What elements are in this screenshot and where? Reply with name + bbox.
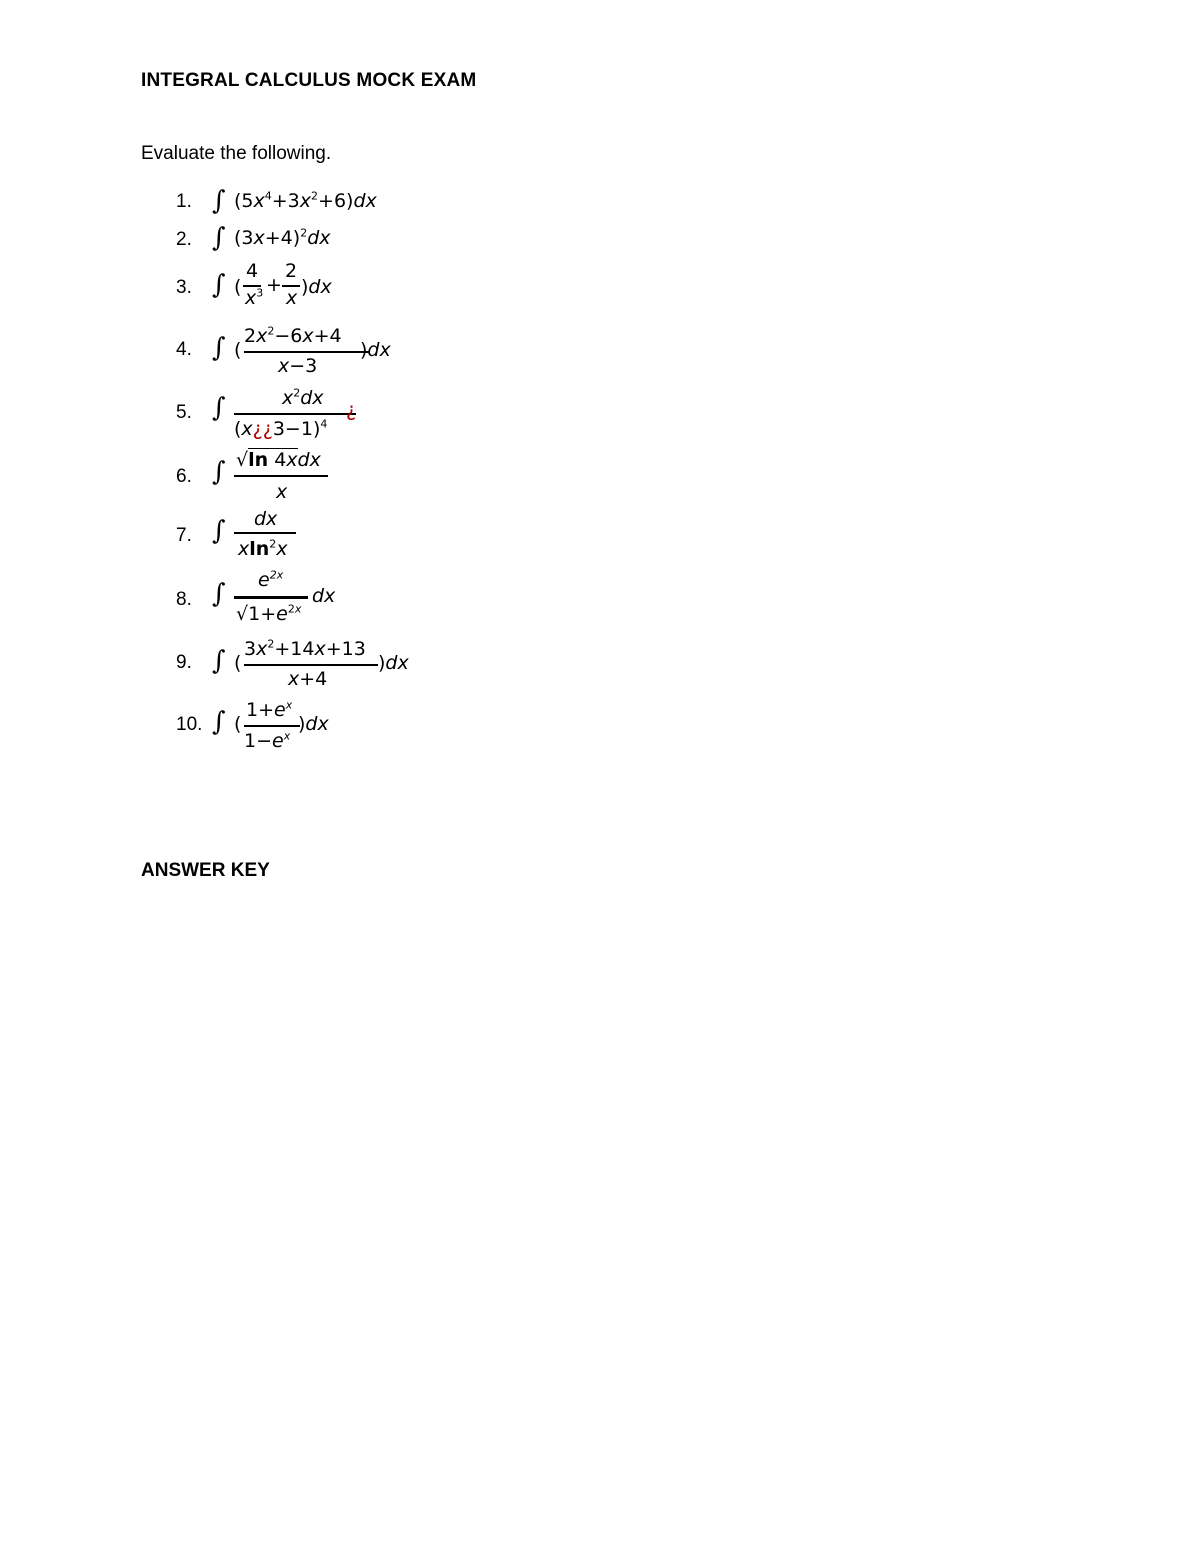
instruction-text: Evaluate the following. (141, 143, 332, 164)
document-title: INTEGRAL CALCULUS MOCK EXAM (141, 70, 477, 91)
problem-number: 4. (176, 339, 192, 360)
problem-6-expression: ∫ √ln 4xdx x (212, 447, 352, 505)
problem-number: 10. (176, 714, 203, 735)
problem-10-expression: ∫ ( $1+e^x$ $1-e^x$ )dx (212, 698, 329, 752)
problem-3-expression: ∫ ( 4 $x^3$ + 2 x )dx (212, 260, 332, 309)
problem-number: 5. (176, 402, 192, 423)
problem-number: 2. (176, 229, 192, 250)
problem-7-expression: ∫ dx xln$^2$x (212, 506, 332, 564)
answer-key-heading: ANSWER KEY (141, 860, 270, 881)
problem-number: 6. (176, 466, 192, 487)
problem-1-expression: ∫ $(5x^4+3x^2+6)dx$ (212, 186, 377, 216)
problem-5-expression: ∫ $x^2dx$ (x¿¿3−1)$^4$ ¿ (212, 386, 357, 440)
problem-number: 1. (176, 191, 192, 212)
problem-number: 8. (176, 589, 192, 610)
problem-number: 7. (176, 525, 192, 546)
problem-2-expression: ∫ $(3x+4)^2dx$ (212, 223, 331, 253)
problem-9-expression: ∫ ( $3x^2+14x+13$ x+4 )dx (212, 637, 409, 690)
problem-number: 9. (176, 652, 192, 673)
problem-8-expression: ∫ $e^{2x}$ $√1+e^{2x}$ dx (212, 568, 336, 625)
problem-number: 3. (176, 277, 192, 298)
problem-4-expression: ∫ ( $2x^2-6x+4$ x−3 )dx (212, 324, 391, 377)
